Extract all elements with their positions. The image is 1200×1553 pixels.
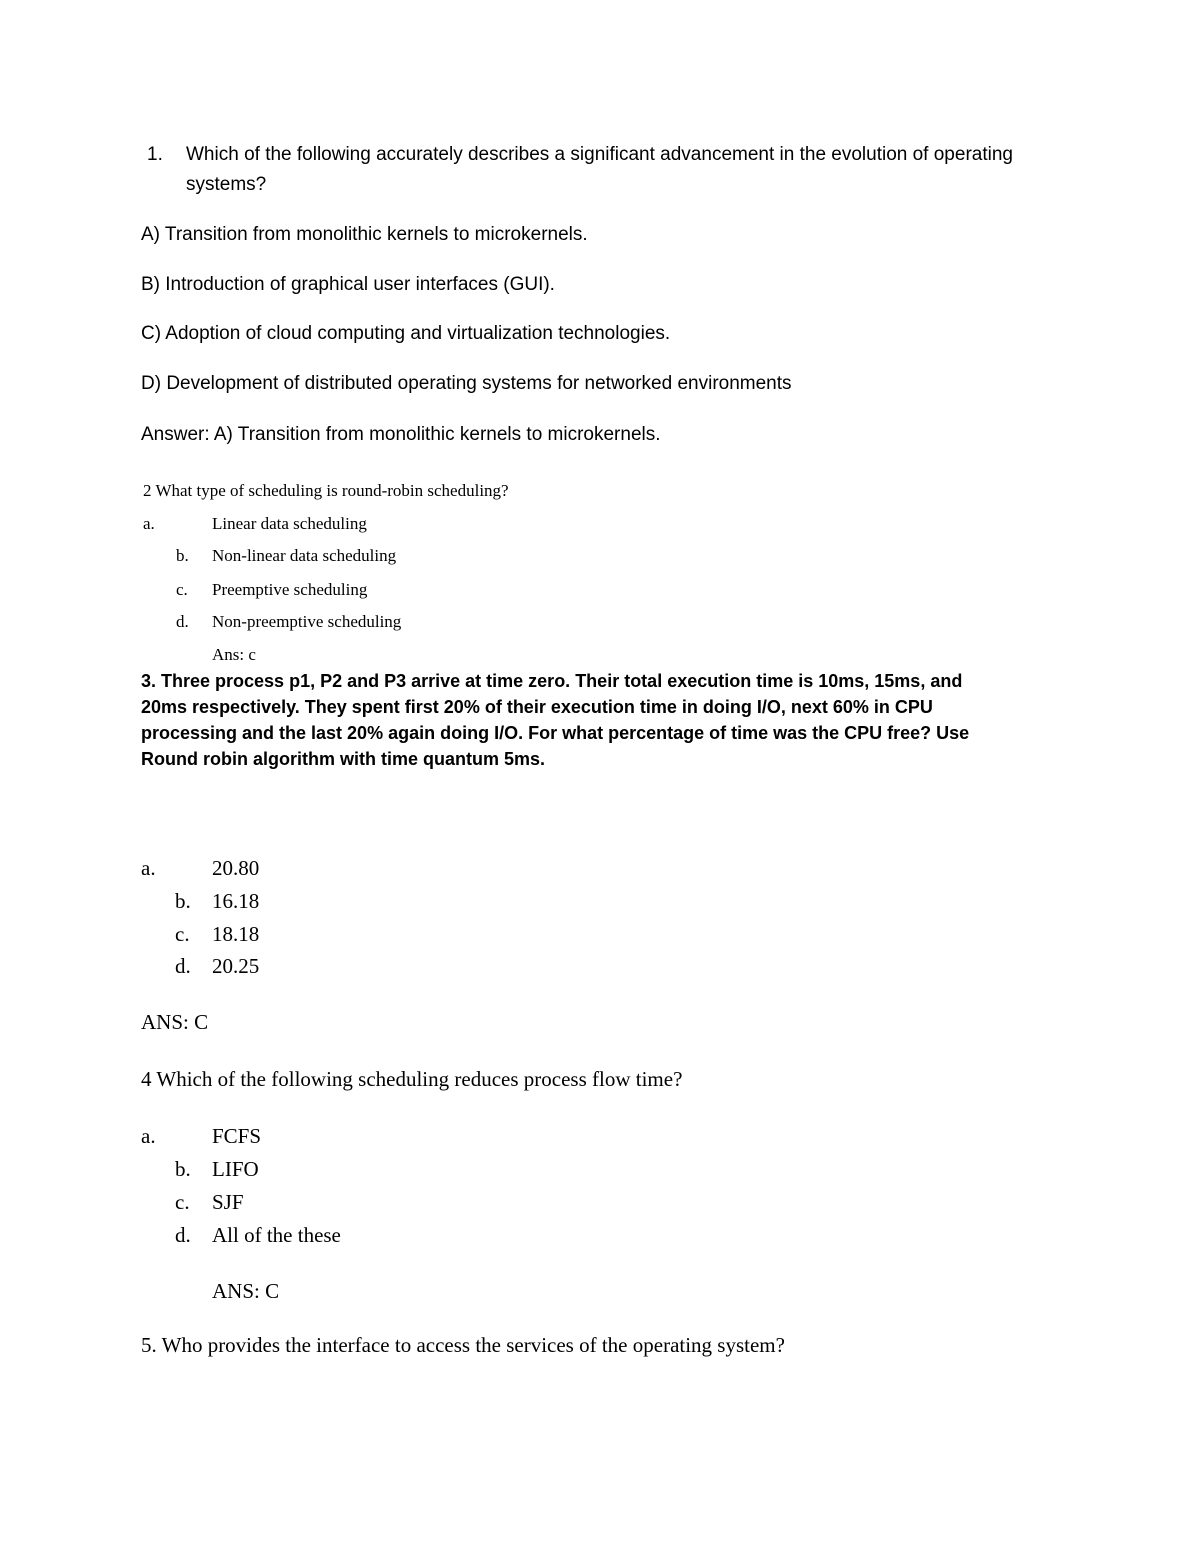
q4-option-b-letter: b. [175, 1157, 191, 1181]
q1-option-d: D) Development of distributed operating systems for networked environments [141, 373, 792, 394]
q1-answer: Answer: A) Transition from monolithic kernels to microkernels. [141, 424, 661, 445]
q3-option-b-letter: b. [175, 889, 191, 913]
q5-question: 5. Who provides the interface to access the services of the operating system? [141, 1333, 785, 1357]
q4-question: 4 Which of the following scheduling reduces process flow time? [141, 1067, 683, 1091]
q3-answer: ANS: C [141, 1010, 209, 1034]
q3-question-line2: 20ms respectively. They spent first 20% of their execution time in doing I/O, next 60% in CPU [141, 697, 933, 717]
q3-question-line1: 3. Three process p1, P2 and P3 arrive at time zero. Their total execution time is 10ms, 15ms, and [141, 671, 963, 691]
q4-option-c-letter: c. [175, 1190, 190, 1214]
q4-option-b-text: LIFO [212, 1157, 259, 1181]
q2-option-d-text: Non-preemptive scheduling [212, 612, 402, 631]
q4-option-a-letter: a. [141, 1124, 156, 1148]
q3-option-b-text: 16.18 [212, 889, 260, 913]
q3-option-d-text: 20.25 [212, 954, 260, 978]
q2-option-b-text: Non-linear data scheduling [212, 546, 397, 565]
q2-option-a-text: Linear data scheduling [212, 514, 367, 533]
q4-option-d-text: All of the these [212, 1223, 341, 1247]
q3-option-d-letter: d. [175, 954, 191, 978]
q1-number: 1. [147, 144, 163, 165]
q2-question: 2 What type of scheduling is round-robin scheduling? [143, 481, 509, 500]
q4-answer: ANS: C [212, 1279, 280, 1303]
q3-option-a-letter: a. [141, 856, 156, 880]
q3-question-line3: processing and the last 20% again doing I/O. For what percentage of time was the CPU free? Use [141, 723, 970, 743]
q2-option-d-letter: d. [176, 612, 189, 631]
q2-option-b-letter: b. [176, 546, 189, 565]
q2-option-c-text: Preemptive scheduling [212, 580, 368, 599]
q4-option-c-text: SJF [212, 1190, 244, 1214]
q2-answer: Ans: c [212, 645, 256, 664]
q2-option-c-letter: c. [176, 580, 188, 599]
q4-option-a-text: FCFS [212, 1124, 262, 1148]
q3-option-c-text: 18.18 [212, 922, 260, 946]
q4-option-d-letter: d. [175, 1223, 191, 1247]
q3-option-a-text: 20.80 [212, 856, 260, 880]
q1-question-line1: Which of the following accurately describes a significant advancement in the evolution of operating [186, 144, 1013, 165]
q2-option-a-letter: a. [143, 514, 155, 533]
q3-option-c-letter: c. [175, 922, 190, 946]
q1-question-line2: systems? [186, 174, 267, 195]
q3-question-line4: Round robin algorithm with time quantum 5ms. [141, 749, 545, 769]
q1-option-a: A) Transition from monolithic kernels to microkernels. [141, 224, 588, 245]
q1-option-b: B) Introduction of graphical user interfaces (GUI). [141, 274, 555, 295]
q1-option-c: C) Adoption of cloud computing and virtualization technologies. [141, 323, 671, 344]
